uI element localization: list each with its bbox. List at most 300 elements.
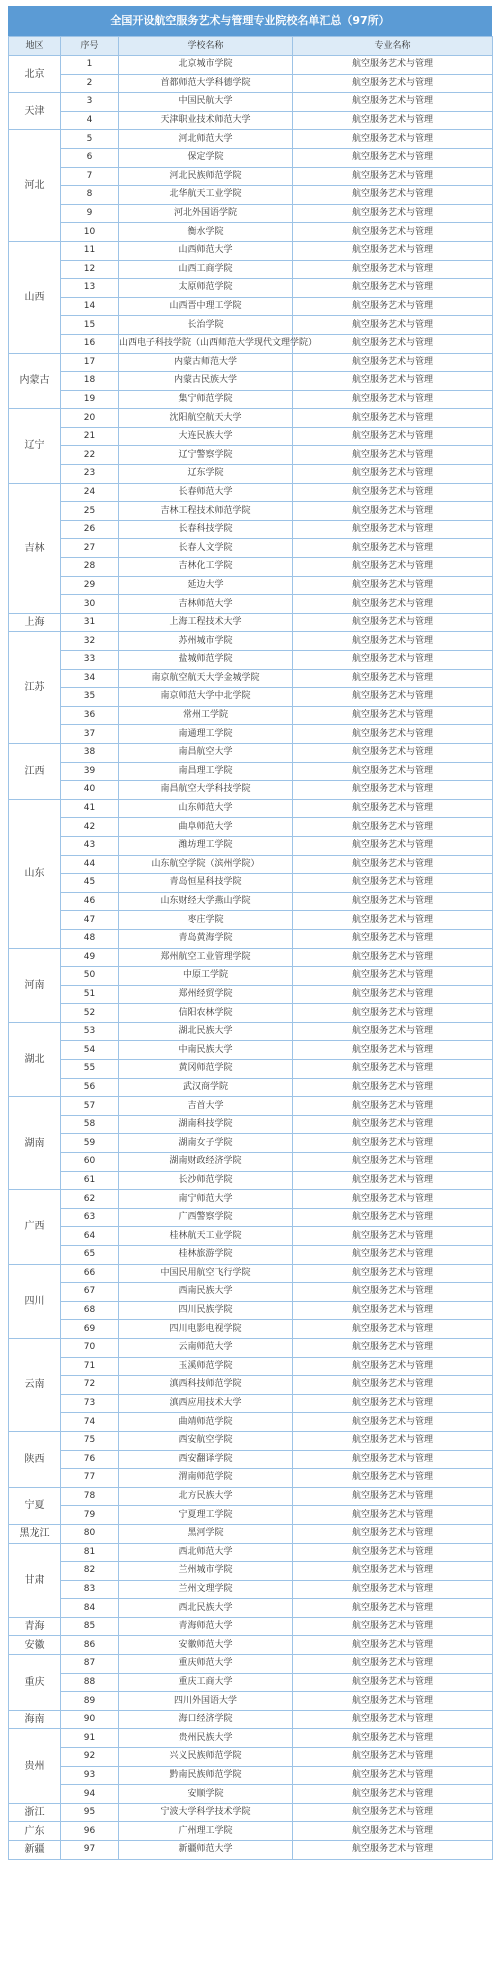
table-body xyxy=(9,56,493,1860)
table-row xyxy=(9,595,493,614)
region-cell: 上海 xyxy=(9,613,61,632)
table-row xyxy=(9,1450,493,1469)
major-cell: 航空服务艺术与管理 xyxy=(293,93,493,112)
number-cell: 92 xyxy=(61,1748,119,1767)
major-cell: 航空服务艺术与管理 xyxy=(293,1524,493,1543)
major-cell: 航空服务艺术与管理 xyxy=(293,186,493,205)
number-cell: 39 xyxy=(61,762,119,781)
number-cell: 41 xyxy=(61,799,119,818)
major-cell: 航空服务艺术与管理 xyxy=(293,892,493,911)
major-cell: 航空服务艺术与管理 xyxy=(293,1636,493,1655)
major-cell: 航空服务艺术与管理 xyxy=(293,911,493,930)
major-cell: 航空服务艺术与管理 xyxy=(293,1227,493,1246)
region-cell: 吉林 xyxy=(9,483,61,613)
school-name-cell: 山东师范大学 xyxy=(119,799,293,818)
school-name-cell: 河北民族师范学院 xyxy=(119,167,293,186)
number-cell: 66 xyxy=(61,1264,119,1283)
number-cell: 96 xyxy=(61,1822,119,1841)
region-cell: 浙江 xyxy=(9,1803,61,1822)
number-cell: 24 xyxy=(61,483,119,502)
table-row xyxy=(9,1524,493,1543)
number-cell: 31 xyxy=(61,613,119,632)
school-name-cell: 海口经济学院 xyxy=(119,1710,293,1729)
number-cell: 20 xyxy=(61,409,119,428)
table-row xyxy=(9,353,493,372)
table-row xyxy=(9,1190,493,1209)
table-row xyxy=(9,1487,493,1506)
school-name-cell: 西北师范大学 xyxy=(119,1543,293,1562)
school-name-cell: 长春科技学院 xyxy=(119,520,293,539)
major-cell: 航空服务艺术与管理 xyxy=(293,148,493,167)
table-row xyxy=(9,855,493,874)
table-row xyxy=(9,1227,493,1246)
number-cell: 76 xyxy=(61,1450,119,1469)
major-cell: 航空服务艺术与管理 xyxy=(293,223,493,242)
major-cell: 航空服务艺术与管理 xyxy=(293,241,493,260)
school-name-cell: 山东财经大学燕山学院 xyxy=(119,892,293,911)
number-cell: 75 xyxy=(61,1431,119,1450)
region-cell: 北京 xyxy=(9,56,61,93)
major-cell: 航空服务艺术与管理 xyxy=(293,743,493,762)
school-name-cell: 安徽师范大学 xyxy=(119,1636,293,1655)
school-name-cell: 长沙师范学院 xyxy=(119,1171,293,1190)
major-cell: 航空服务艺术与管理 xyxy=(293,1748,493,1767)
table-row xyxy=(9,1338,493,1357)
header-school: 学校名称 xyxy=(119,37,293,56)
table-row xyxy=(9,892,493,911)
number-cell: 48 xyxy=(61,929,119,948)
school-name-cell: 潍坊理工学院 xyxy=(119,836,293,855)
table-row xyxy=(9,1022,493,1041)
table-row xyxy=(9,1115,493,1134)
table-row xyxy=(9,93,493,112)
major-cell: 航空服务艺术与管理 xyxy=(293,372,493,391)
school-name-cell: 湖南女子学院 xyxy=(119,1134,293,1153)
table-row xyxy=(9,1078,493,1097)
number-cell: 53 xyxy=(61,1022,119,1041)
number-cell: 59 xyxy=(61,1134,119,1153)
major-cell: 航空服务艺术与管理 xyxy=(293,799,493,818)
table-row xyxy=(9,167,493,186)
table-row xyxy=(9,911,493,930)
region-cell: 江苏 xyxy=(9,632,61,744)
region-cell: 山东 xyxy=(9,799,61,948)
region-cell: 安徽 xyxy=(9,1636,61,1655)
region-cell: 海南 xyxy=(9,1710,61,1729)
major-cell: 航空服务艺术与管理 xyxy=(293,1692,493,1711)
major-cell: 航空服务艺术与管理 xyxy=(293,1450,493,1469)
table-row xyxy=(9,1692,493,1711)
major-cell: 航空服务艺术与管理 xyxy=(293,836,493,855)
major-cell: 航空服务艺术与管理 xyxy=(293,1562,493,1581)
school-name-cell: 吉林化工学院 xyxy=(119,558,293,577)
number-cell: 3 xyxy=(61,93,119,112)
number-cell: 95 xyxy=(61,1803,119,1822)
major-cell: 航空服务艺术与管理 xyxy=(293,1394,493,1413)
table-row xyxy=(9,539,493,558)
number-cell: 38 xyxy=(61,743,119,762)
number-cell: 6 xyxy=(61,148,119,167)
major-cell: 航空服务艺术与管理 xyxy=(293,167,493,186)
school-name-cell: 滇西应用技术大学 xyxy=(119,1394,293,1413)
school-name-cell: 武汉商学院 xyxy=(119,1078,293,1097)
major-cell: 航空服务艺术与管理 xyxy=(293,1320,493,1339)
number-cell: 67 xyxy=(61,1283,119,1302)
major-cell: 航空服务艺术与管理 xyxy=(293,688,493,707)
major-cell: 航空服务艺术与管理 xyxy=(293,967,493,986)
school-name-cell: 上海工程技术大学 xyxy=(119,613,293,632)
major-cell: 航空服务艺术与管理 xyxy=(293,725,493,744)
region-cell: 河北 xyxy=(9,130,61,242)
header-major: 专业名称 xyxy=(293,37,493,56)
number-cell: 46 xyxy=(61,892,119,911)
number-cell: 34 xyxy=(61,669,119,688)
school-name-cell: 西安翻译学院 xyxy=(119,1450,293,1469)
region-cell: 广西 xyxy=(9,1190,61,1264)
region-cell: 辽宁 xyxy=(9,409,61,483)
major-cell: 航空服务艺术与管理 xyxy=(293,353,493,372)
table-row xyxy=(9,390,493,409)
major-cell: 航空服务艺术与管理 xyxy=(293,1246,493,1265)
number-cell: 16 xyxy=(61,334,119,353)
school-name-cell: 山西电子科技学院（山西师范大学现代文理学院） xyxy=(119,334,293,353)
region-cell: 宁夏 xyxy=(9,1487,61,1524)
table-row xyxy=(9,929,493,948)
number-cell: 82 xyxy=(61,1562,119,1581)
major-cell: 航空服务艺术与管理 xyxy=(293,1487,493,1506)
major-cell: 航空服务艺术与管理 xyxy=(293,651,493,670)
number-cell: 43 xyxy=(61,836,119,855)
region-cell: 重庆 xyxy=(9,1655,61,1711)
number-cell: 52 xyxy=(61,1004,119,1023)
school-name-cell: 延边大学 xyxy=(119,576,293,595)
table-row xyxy=(9,1469,493,1488)
major-cell: 航空服务艺术与管理 xyxy=(293,483,493,502)
table-row xyxy=(9,1803,493,1822)
table-row xyxy=(9,1729,493,1748)
table-row xyxy=(9,148,493,167)
school-name-cell: 集宁师范学院 xyxy=(119,390,293,409)
table-row xyxy=(9,651,493,670)
table-row xyxy=(9,799,493,818)
school-name-cell: 郑州航空工业管理学院 xyxy=(119,948,293,967)
school-name-cell: 贵州民族大学 xyxy=(119,1729,293,1748)
school-name-cell: 北方民族大学 xyxy=(119,1487,293,1506)
school-name-cell: 保定学院 xyxy=(119,148,293,167)
table-row xyxy=(9,334,493,353)
school-name-cell: 枣庄学院 xyxy=(119,911,293,930)
school-name-cell: 青海师范大学 xyxy=(119,1617,293,1636)
major-cell: 航空服务艺术与管理 xyxy=(293,1078,493,1097)
major-cell: 航空服务艺术与管理 xyxy=(293,1190,493,1209)
major-cell: 航空服务艺术与管理 xyxy=(293,260,493,279)
number-cell: 2 xyxy=(61,74,119,93)
major-cell: 航空服务艺术与管理 xyxy=(293,1469,493,1488)
table-row xyxy=(9,1413,493,1432)
number-cell: 87 xyxy=(61,1655,119,1674)
school-name-cell: 大连民族大学 xyxy=(119,427,293,446)
number-cell: 71 xyxy=(61,1357,119,1376)
region-cell: 江西 xyxy=(9,743,61,799)
table-row xyxy=(9,743,493,762)
table-row xyxy=(9,260,493,279)
school-name-cell: 吉林师范大学 xyxy=(119,595,293,614)
school-name-cell: 山西晋中理工学院 xyxy=(119,297,293,316)
number-cell: 80 xyxy=(61,1524,119,1543)
school-name-cell: 黄冈师范学院 xyxy=(119,1060,293,1079)
number-cell: 81 xyxy=(61,1543,119,1562)
number-cell: 70 xyxy=(61,1338,119,1357)
major-cell: 航空服务艺术与管理 xyxy=(293,781,493,800)
table-row xyxy=(9,1748,493,1767)
number-cell: 57 xyxy=(61,1097,119,1116)
major-cell: 航空服务艺术与管理 xyxy=(293,1841,493,1860)
table-row xyxy=(9,632,493,651)
major-cell: 航空服务艺术与管理 xyxy=(293,632,493,651)
major-cell: 航空服务艺术与管理 xyxy=(293,316,493,335)
table-row xyxy=(9,1153,493,1172)
table-row xyxy=(9,967,493,986)
major-cell: 航空服务艺术与管理 xyxy=(293,1338,493,1357)
table-row xyxy=(9,1320,493,1339)
region-cell: 黑龙江 xyxy=(9,1524,61,1543)
number-cell: 85 xyxy=(61,1617,119,1636)
table-row xyxy=(9,688,493,707)
table-row xyxy=(9,1599,493,1618)
school-name-cell: 河北外国语学院 xyxy=(119,204,293,223)
number-cell: 36 xyxy=(61,706,119,725)
number-cell: 22 xyxy=(61,446,119,465)
number-cell: 14 xyxy=(61,297,119,316)
number-cell: 69 xyxy=(61,1320,119,1339)
number-cell: 93 xyxy=(61,1766,119,1785)
table-row xyxy=(9,1357,493,1376)
number-cell: 19 xyxy=(61,390,119,409)
major-cell: 航空服务艺术与管理 xyxy=(293,1655,493,1674)
school-name-cell: 天津职业技术师范大学 xyxy=(119,111,293,130)
region-cell: 河南 xyxy=(9,948,61,1022)
number-cell: 5 xyxy=(61,130,119,149)
school-name-cell: 湖南科技学院 xyxy=(119,1115,293,1134)
number-cell: 17 xyxy=(61,353,119,372)
number-cell: 26 xyxy=(61,520,119,539)
school-name-cell: 长春人文学院 xyxy=(119,539,293,558)
number-cell: 23 xyxy=(61,465,119,484)
major-cell: 航空服务艺术与管理 xyxy=(293,1803,493,1822)
major-cell: 航空服务艺术与管理 xyxy=(293,390,493,409)
major-cell: 航空服务艺术与管理 xyxy=(293,130,493,149)
major-cell: 航空服务艺术与管理 xyxy=(293,558,493,577)
major-cell: 航空服务艺术与管理 xyxy=(293,948,493,967)
table-row xyxy=(9,948,493,967)
number-cell: 32 xyxy=(61,632,119,651)
school-name-cell: 中南民族大学 xyxy=(119,1041,293,1060)
number-cell: 50 xyxy=(61,967,119,986)
school-name-cell: 青岛黄海学院 xyxy=(119,929,293,948)
major-cell: 航空服务艺术与管理 xyxy=(293,818,493,837)
school-name-cell: 兰州城市学院 xyxy=(119,1562,293,1581)
number-cell: 47 xyxy=(61,911,119,930)
school-name-cell: 四川电影电视学院 xyxy=(119,1320,293,1339)
table-row xyxy=(9,818,493,837)
major-cell: 航空服务艺术与管理 xyxy=(293,1599,493,1618)
number-cell: 18 xyxy=(61,372,119,391)
table-row xyxy=(9,1004,493,1023)
major-cell: 航空服务艺术与管理 xyxy=(293,595,493,614)
table-row xyxy=(9,316,493,335)
header-region: 地区 xyxy=(9,37,61,56)
table-row xyxy=(9,669,493,688)
school-name-cell: 北华航天工业学院 xyxy=(119,186,293,205)
table-row xyxy=(9,1264,493,1283)
region-cell: 陕西 xyxy=(9,1431,61,1487)
number-cell: 79 xyxy=(61,1506,119,1525)
number-cell: 44 xyxy=(61,855,119,874)
school-name-cell: 长治学院 xyxy=(119,316,293,335)
table-row xyxy=(9,502,493,521)
school-name-cell: 桂林航天工业学院 xyxy=(119,1227,293,1246)
number-cell: 10 xyxy=(61,223,119,242)
number-cell: 42 xyxy=(61,818,119,837)
table-row xyxy=(9,706,493,725)
number-cell: 65 xyxy=(61,1246,119,1265)
number-cell: 83 xyxy=(61,1580,119,1599)
number-cell: 9 xyxy=(61,204,119,223)
table-row xyxy=(9,204,493,223)
table-row xyxy=(9,1301,493,1320)
number-cell: 30 xyxy=(61,595,119,614)
table-row xyxy=(9,558,493,577)
major-cell: 航空服务艺术与管理 xyxy=(293,520,493,539)
major-cell: 航空服务艺术与管理 xyxy=(293,1710,493,1729)
school-name-cell: 苏州城市学院 xyxy=(119,632,293,651)
school-name-cell: 南京航空航天大学金城学院 xyxy=(119,669,293,688)
number-cell: 28 xyxy=(61,558,119,577)
major-cell: 航空服务艺术与管理 xyxy=(293,1413,493,1432)
header-number: 序号 xyxy=(61,37,119,56)
major-cell: 航空服务艺术与管理 xyxy=(293,1264,493,1283)
number-cell: 49 xyxy=(61,948,119,967)
table-row xyxy=(9,130,493,149)
table-row xyxy=(9,576,493,595)
major-cell: 航空服务艺术与管理 xyxy=(293,1506,493,1525)
table-row xyxy=(9,1134,493,1153)
table-row xyxy=(9,1246,493,1265)
school-name-cell: 桂林旅游学院 xyxy=(119,1246,293,1265)
school-name-cell: 河北师范大学 xyxy=(119,130,293,149)
table-row xyxy=(9,613,493,632)
major-cell: 航空服务艺术与管理 xyxy=(293,1060,493,1079)
major-cell: 航空服务艺术与管理 xyxy=(293,502,493,521)
school-name-cell: 西北民族大学 xyxy=(119,1599,293,1618)
school-name-cell: 郑州经贸学院 xyxy=(119,985,293,1004)
school-name-cell: 南昌航空大学科技学院 xyxy=(119,781,293,800)
table-row xyxy=(9,1506,493,1525)
school-name-cell: 内蒙古民族大学 xyxy=(119,372,293,391)
major-cell: 航空服务艺术与管理 xyxy=(293,465,493,484)
major-cell: 航空服务艺术与管理 xyxy=(293,1041,493,1060)
school-name-cell: 新疆师范大学 xyxy=(119,1841,293,1860)
school-name-cell: 黑河学院 xyxy=(119,1524,293,1543)
number-cell: 74 xyxy=(61,1413,119,1432)
region-cell: 山西 xyxy=(9,241,61,353)
major-cell: 航空服务艺术与管理 xyxy=(293,1283,493,1302)
number-cell: 51 xyxy=(61,985,119,1004)
number-cell: 77 xyxy=(61,1469,119,1488)
region-cell: 云南 xyxy=(9,1338,61,1431)
school-name-cell: 山东航空学院（滨州学院） xyxy=(119,855,293,874)
school-name-cell: 沈阳航空航天大学 xyxy=(119,409,293,428)
school-name-cell: 西安航空学院 xyxy=(119,1431,293,1450)
school-name-cell: 四川民族学院 xyxy=(119,1301,293,1320)
region-cell: 贵州 xyxy=(9,1729,61,1803)
major-cell: 航空服务艺术与管理 xyxy=(293,985,493,1004)
number-cell: 40 xyxy=(61,781,119,800)
school-list-document xyxy=(8,6,492,1860)
number-cell: 27 xyxy=(61,539,119,558)
document-title: 全国开设航空服务艺术与管理专业院校名单汇总（97所） xyxy=(8,6,492,36)
school-name-cell: 首都师范大学科德学院 xyxy=(119,74,293,93)
number-cell: 25 xyxy=(61,502,119,521)
major-cell: 航空服务艺术与管理 xyxy=(293,762,493,781)
table-row xyxy=(9,1673,493,1692)
school-name-cell: 重庆工商大学 xyxy=(119,1673,293,1692)
major-cell: 航空服务艺术与管理 xyxy=(293,1766,493,1785)
major-cell: 航空服务艺术与管理 xyxy=(293,1431,493,1450)
major-cell: 航空服务艺术与管理 xyxy=(293,1543,493,1562)
school-name-cell: 南昌航空大学 xyxy=(119,743,293,762)
major-cell: 航空服务艺术与管理 xyxy=(293,1134,493,1153)
school-name-cell: 滇西科技师范学院 xyxy=(119,1376,293,1395)
school-name-cell: 西南民族大学 xyxy=(119,1283,293,1302)
major-cell: 航空服务艺术与管理 xyxy=(293,1376,493,1395)
major-cell: 航空服务艺术与管理 xyxy=(293,1785,493,1804)
table-row xyxy=(9,483,493,502)
table-row xyxy=(9,836,493,855)
number-cell: 54 xyxy=(61,1041,119,1060)
table-row xyxy=(9,186,493,205)
table-row xyxy=(9,1543,493,1562)
major-cell: 航空服务艺术与管理 xyxy=(293,334,493,353)
major-cell: 航空服务艺术与管理 xyxy=(293,669,493,688)
number-cell: 37 xyxy=(61,725,119,744)
table-row xyxy=(9,241,493,260)
school-table xyxy=(8,36,493,1860)
number-cell: 1 xyxy=(61,56,119,75)
major-cell: 航空服务艺术与管理 xyxy=(293,111,493,130)
number-cell: 88 xyxy=(61,1673,119,1692)
major-cell: 航空服务艺术与管理 xyxy=(293,855,493,874)
major-cell: 航空服务艺术与管理 xyxy=(293,1004,493,1023)
table-row xyxy=(9,56,493,75)
region-cell: 天津 xyxy=(9,93,61,130)
number-cell: 89 xyxy=(61,1692,119,1711)
school-name-cell: 内蒙古师范大学 xyxy=(119,353,293,372)
school-name-cell: 广西警察学院 xyxy=(119,1208,293,1227)
major-cell: 航空服务艺术与管理 xyxy=(293,74,493,93)
number-cell: 78 xyxy=(61,1487,119,1506)
major-cell: 航空服务艺术与管理 xyxy=(293,409,493,428)
region-cell: 青海 xyxy=(9,1617,61,1636)
number-cell: 33 xyxy=(61,651,119,670)
table-row xyxy=(9,1785,493,1804)
table-row xyxy=(9,1822,493,1841)
table-row xyxy=(9,725,493,744)
school-name-cell: 安顺学院 xyxy=(119,1785,293,1804)
region-cell: 四川 xyxy=(9,1264,61,1338)
table-row xyxy=(9,1580,493,1599)
number-cell: 64 xyxy=(61,1227,119,1246)
